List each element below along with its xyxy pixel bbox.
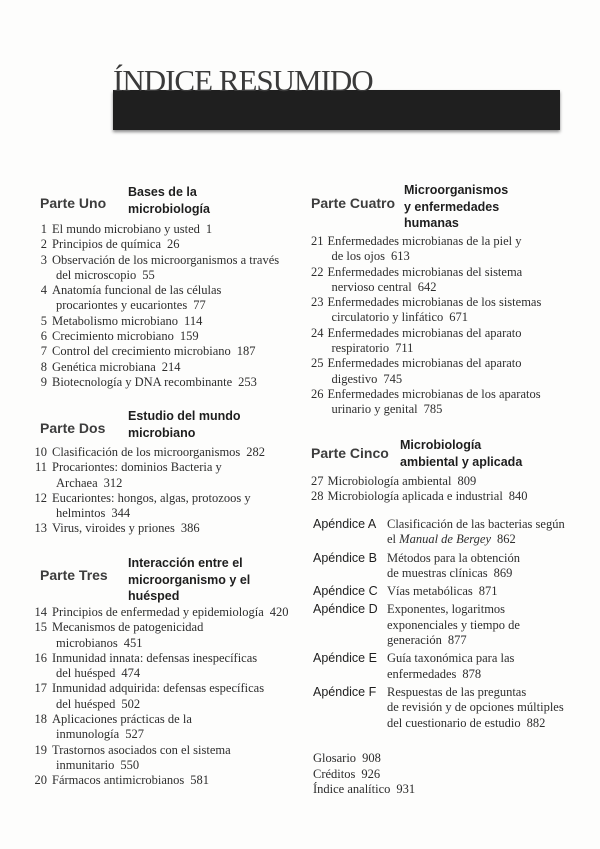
page-number: 745 — [383, 371, 403, 386]
chapter-entry[interactable] — [30, 253, 279, 284]
back-matter-entry[interactable] — [313, 751, 415, 767]
chapter-title-line: Principios de enfermedad y epidemiología 420 — [52, 605, 289, 619]
chapter-title-line: Genética microbiana 214 — [52, 359, 181, 374]
chapter-title-line: Clasificación de los microorganismos 282 — [52, 445, 266, 459]
page-number: 214 — [161, 359, 181, 374]
page-number: 55 — [142, 267, 155, 282]
chapter-entry[interactable] — [30, 460, 265, 491]
part-title-line: microbiología — [128, 201, 210, 216]
appendix-title-line: Vías metabólicas 871 — [387, 584, 498, 599]
chapter-title-line: del huésped 502 — [56, 696, 141, 711]
chapter-title-line: Enfermedades microbianas del aparato — [327, 325, 522, 340]
page-number: 931 — [396, 782, 416, 796]
chapter-title-line: Aplicaciones prácticas de la — [52, 712, 192, 727]
chapter-number: 19 — [34, 742, 47, 757]
appendix-title-line: generación 877 — [387, 633, 467, 648]
part-title-line: Microbiología — [400, 438, 482, 452]
chapter-number: 26 — [311, 386, 324, 401]
chapter-entry[interactable] — [30, 681, 289, 712]
part-title-line: Bases de la — [128, 185, 197, 199]
appendix-title-line: del cuestionario de estudio 882 — [387, 715, 546, 730]
chapter-title-line: Principios de química 26 — [52, 237, 180, 252]
chapter-number: 15 — [34, 620, 47, 635]
appendix-title — [387, 517, 565, 548]
chapter-title-line: Enfermedades microbianas del aparato — [327, 356, 522, 371]
chapter-entry[interactable] — [311, 489, 528, 504]
page-number: 312 — [103, 475, 123, 490]
chapter-title-line: Observación de los microorganismos a través — [52, 252, 280, 267]
appendix-label: Apéndice A — [313, 517, 377, 531]
chapter-number: 13 — [34, 521, 47, 536]
appendix-label: Apéndice C — [313, 584, 378, 599]
chapter-entry[interactable] — [30, 344, 279, 359]
chapter-title-line: del microscopio 55 — [56, 267, 155, 282]
chapter-number: 16 — [34, 650, 47, 665]
chapter-number: 4 — [40, 283, 47, 298]
appendix-label: Apéndice F — [313, 684, 377, 699]
chapter-title-line: El mundo microbiano y usted 1 — [52, 222, 213, 236]
page-number: 26 — [167, 237, 180, 252]
page-number: 878 — [462, 666, 482, 681]
appendix-title — [387, 551, 520, 582]
chapter-number: 8 — [40, 359, 47, 374]
page-number: 926 — [361, 766, 381, 781]
page-number: 187 — [236, 344, 256, 359]
back-matter-entry[interactable] — [313, 782, 415, 798]
chapter-title — [52, 521, 200, 536]
chapter-title — [328, 295, 542, 326]
part-label: Parte Dos — [40, 420, 106, 436]
chapter-entry[interactable] — [30, 360, 279, 375]
chapter-entry[interactable] — [311, 295, 541, 326]
chapter-title — [52, 620, 203, 651]
appendix-title-line: Guía taxonómica para las — [387, 651, 515, 666]
chapter-title — [328, 326, 522, 357]
chapter-title — [328, 265, 523, 296]
part-label: Parte Uno — [40, 195, 107, 211]
chapter-entry[interactable] — [30, 445, 265, 460]
chapter-number: 11 — [34, 460, 47, 475]
chapter-title — [52, 712, 192, 743]
chapter-entry[interactable] — [311, 326, 541, 357]
back-matter-entry[interactable] — [313, 767, 415, 783]
page-number: 581 — [190, 773, 210, 788]
chapter-title-line: Control del crecimiento microbiano 187 — [52, 344, 256, 359]
chapter-number: 2 — [40, 237, 47, 252]
chapter-number: 20 — [34, 773, 47, 788]
appendix-entry[interactable] — [313, 602, 565, 648]
chapter-list — [311, 474, 528, 505]
chapter-entry[interactable] — [30, 237, 279, 252]
part-title — [128, 555, 250, 605]
chapter-title-line: Metabolismo microbiano 114 — [52, 313, 203, 328]
chapter-title-line: Mecanismos de patogenicidad — [52, 620, 204, 635]
page-number: 114 — [184, 313, 203, 328]
page-number: 642 — [417, 279, 437, 294]
page-number: 386 — [180, 521, 200, 536]
chapter-title-line: microbianos 451 — [56, 635, 143, 650]
chapter-title-line: Procariontes: dominios Bacteria y — [52, 460, 222, 475]
page-number: 671 — [449, 310, 469, 325]
chapter-title-line: Biotecnología y DNA recombinante 253 — [52, 374, 257, 389]
chapter-list — [30, 605, 289, 789]
chapter-entry[interactable] — [30, 521, 265, 536]
part-title-line: Estudio del mundo — [128, 409, 241, 423]
chapter-title — [52, 360, 181, 375]
appendix-title-line: Clasificación de las bacterias según — [387, 517, 565, 531]
appendix-entry[interactable] — [313, 651, 565, 682]
chapter-number: 22 — [311, 264, 324, 279]
chapter-title-line: Inmunidad adquirida: defensas específicas — [52, 681, 265, 696]
chapter-entry[interactable] — [30, 773, 289, 788]
page-number: 253 — [238, 374, 257, 389]
page-number: 451 — [123, 635, 143, 650]
appendix-title-line: de revisión y de opciones múltiples — [387, 700, 564, 715]
chapter-number: 24 — [311, 325, 324, 340]
appendix-title — [387, 685, 564, 731]
page-number: 77 — [193, 298, 206, 313]
page-number: 344 — [111, 506, 131, 521]
chapter-title — [52, 237, 180, 252]
chapter-title — [52, 329, 199, 344]
chapter-title — [52, 445, 265, 460]
chapter-number: 18 — [34, 712, 47, 727]
appendix-entry[interactable] — [313, 551, 565, 582]
chapter-number: 7 — [40, 344, 47, 359]
book-title: Manual de Bergey — [399, 532, 492, 547]
chapter-title-line: Eucariontes: hongos, algas, protozoos y — [52, 490, 251, 505]
chapter-title-line: Enfermedades microbianas de los sistemas — [327, 295, 542, 310]
chapter-title-line: inmunología 527 — [56, 727, 144, 742]
appendix-title-line: Exponentes, logaritmos — [387, 602, 506, 617]
appendix-title-line: Métodos para la obtención — [387, 550, 520, 565]
chapter-entry[interactable] — [30, 743, 289, 774]
chapter-title — [52, 460, 222, 491]
chapter-number: 3 — [40, 252, 47, 267]
chapter-entry[interactable] — [30, 222, 279, 237]
chapter-title-line: del huésped 474 — [56, 666, 141, 681]
part-title-line: y enfermedades — [404, 199, 500, 214]
part-title — [128, 408, 241, 441]
part-title-line: Microorganismos — [404, 183, 509, 197]
chapter-number: 21 — [311, 234, 324, 248]
appendix-title-line: de muestras clínicas 869 — [387, 565, 513, 580]
part-title-line: Interacción entre el — [128, 556, 243, 570]
chapter-title-line: nervioso central 642 — [331, 279, 437, 294]
chapter-entry[interactable] — [30, 605, 289, 620]
part-title-line: microbiano — [128, 425, 196, 440]
chapter-list — [30, 445, 265, 537]
chapter-title — [52, 344, 256, 359]
chapter-title-line: Crecimiento microbiano 159 — [52, 329, 199, 344]
appendix-title — [387, 651, 514, 682]
page-number: 862 — [497, 532, 516, 547]
chapter-title-line: Inmunidad innata: defensas inespecíficas — [52, 650, 258, 665]
chapter-number: 5 — [40, 313, 47, 328]
page-title: ÍNDICE RESUMIDO — [113, 63, 373, 98]
part-title-line: huésped — [128, 589, 180, 603]
chapter-title — [328, 387, 541, 418]
chapter-title-line: Enfermedades microbianas del sistema — [327, 264, 523, 279]
appendix-title — [387, 584, 498, 599]
chapter-number: 12 — [34, 490, 47, 505]
page-number: 550 — [120, 757, 140, 772]
chapter-number: 1 — [40, 222, 47, 236]
chapter-title — [52, 253, 279, 284]
chapter-entry[interactable] — [30, 491, 265, 522]
appendix-entry[interactable] — [313, 517, 565, 548]
appendix-title-line — [387, 532, 565, 547]
page-number: 840 — [508, 489, 528, 504]
page-number: 809 — [457, 474, 477, 488]
chapter-number: 17 — [34, 681, 47, 696]
chapter-title-line: Microbiología aplicada e industrial 840 — [327, 489, 528, 504]
page-number: 159 — [179, 329, 199, 344]
chapter-title — [52, 314, 202, 329]
appendix-label: Apéndice E — [313, 651, 377, 666]
back-matter-label: Índice analítico — [313, 782, 391, 796]
part-title-line: humanas — [404, 216, 459, 230]
page-number: 882 — [526, 715, 546, 730]
part-label: Parte Tres — [40, 567, 108, 583]
part-title-line: microorganismo y el — [128, 572, 251, 587]
chapter-title-line: Enfermedades microbianas de los aparatos — [327, 386, 541, 401]
back-matter-label: Créditos — [313, 766, 356, 781]
appendix-title-line: exponenciales y tiempo de — [387, 617, 520, 632]
chapter-title-line: Trastornos asociados con el sistema — [52, 742, 231, 757]
chapter-entry[interactable] — [30, 375, 279, 390]
chapter-title-line: digestivo 745 — [331, 371, 403, 386]
part-title — [404, 182, 508, 232]
chapter-number: 27 — [311, 474, 324, 488]
chapter-title — [52, 681, 264, 712]
chapter-title — [52, 491, 251, 522]
chapter-entry[interactable] — [30, 651, 289, 682]
chapter-number: 9 — [40, 374, 47, 389]
chapter-entry[interactable] — [311, 387, 541, 418]
appendix-entry[interactable] — [313, 584, 565, 599]
chapter-title-line: helmintos 344 — [56, 506, 131, 521]
appendix-label: Apéndice B — [313, 550, 377, 565]
chapter-number: 23 — [311, 295, 324, 310]
chapter-title-line: Archaea 312 — [56, 475, 123, 490]
page-number: 869 — [493, 565, 513, 580]
chapter-entry[interactable] — [30, 314, 279, 329]
chapter-title-line: de los ojos 613 — [331, 249, 410, 264]
appendices-list — [313, 517, 565, 734]
chapter-title — [328, 474, 477, 489]
page-number: 282 — [246, 445, 266, 459]
chapter-list — [30, 222, 279, 390]
appendix-title-line: Respuestas de las preguntas — [387, 684, 527, 699]
chapter-title-line: inmunitario 550 — [56, 757, 140, 772]
page-number: 474 — [121, 666, 141, 681]
part-label: Parte Cinco — [311, 445, 389, 461]
chapter-title — [52, 743, 231, 774]
chapter-entry[interactable] — [311, 474, 528, 489]
chapter-title-line: Anatomía funcional de las células — [52, 283, 222, 298]
chapter-title — [52, 375, 257, 390]
chapter-title — [328, 234, 522, 265]
part-label: Parte Cuatro — [311, 195, 396, 211]
chapter-title-line: Enfermedades microbianas de la piel y — [327, 234, 522, 248]
chapter-entry[interactable] — [30, 329, 279, 344]
chapter-entry[interactable] — [311, 356, 541, 387]
chapter-number: 10 — [34, 445, 47, 459]
back-matter-label: Glosario — [313, 751, 357, 765]
chapter-number: 14 — [34, 605, 47, 619]
page-number: 527 — [125, 727, 144, 742]
chapter-title — [328, 489, 528, 504]
appendix-label: Apéndice D — [313, 602, 378, 617]
chapter-title-line: urinario y genital 785 — [331, 402, 443, 417]
page-number: 871 — [478, 584, 498, 599]
chapter-title-line: Virus, viroides y priones 386 — [52, 521, 200, 536]
chapter-entry[interactable] — [30, 712, 289, 743]
chapter-title — [52, 651, 257, 682]
chapter-entry[interactable] — [30, 620, 289, 651]
chapter-title — [52, 605, 289, 620]
chapter-entry[interactable] — [311, 265, 541, 296]
page-number: 711 — [395, 341, 414, 356]
page-number: 908 — [362, 751, 381, 765]
chapter-title-line: respiratorio 711 — [331, 341, 414, 356]
page-number: 613 — [390, 249, 410, 264]
appendix-title-text: el — [387, 532, 400, 547]
back-matter-list — [313, 751, 415, 798]
chapter-title-line: procariontes y eucariontes 77 — [56, 298, 206, 313]
chapter-title-line: Microbiología ambiental 809 — [327, 474, 477, 488]
page-number: 420 — [269, 605, 289, 619]
chapter-title — [328, 356, 522, 387]
chapter-number: 28 — [311, 489, 324, 504]
chapter-title-line: Fármacos antimicrobianos 581 — [52, 773, 210, 788]
page-number: 785 — [423, 402, 443, 417]
appendix-title — [387, 602, 520, 648]
chapter-number: 25 — [311, 356, 324, 371]
appendix-title-line: enfermedades 878 — [387, 666, 482, 681]
chapter-number: 6 — [40, 329, 47, 344]
part-title — [128, 184, 210, 217]
page-number: 1 — [205, 222, 213, 236]
part-title — [400, 437, 522, 470]
chapter-entry[interactable] — [30, 283, 279, 314]
chapter-title — [52, 222, 212, 237]
part-title-line: ambiental y aplicada — [400, 454, 523, 469]
appendix-entry[interactable] — [313, 685, 565, 731]
chapter-list — [311, 234, 541, 418]
chapter-title — [52, 773, 209, 788]
chapter-title-line: circulatorio y linfático 671 — [331, 310, 469, 325]
chapter-entry[interactable] — [311, 234, 541, 265]
page-number: 502 — [121, 696, 141, 711]
page-number: 877 — [447, 633, 467, 648]
chapter-title — [52, 283, 221, 314]
